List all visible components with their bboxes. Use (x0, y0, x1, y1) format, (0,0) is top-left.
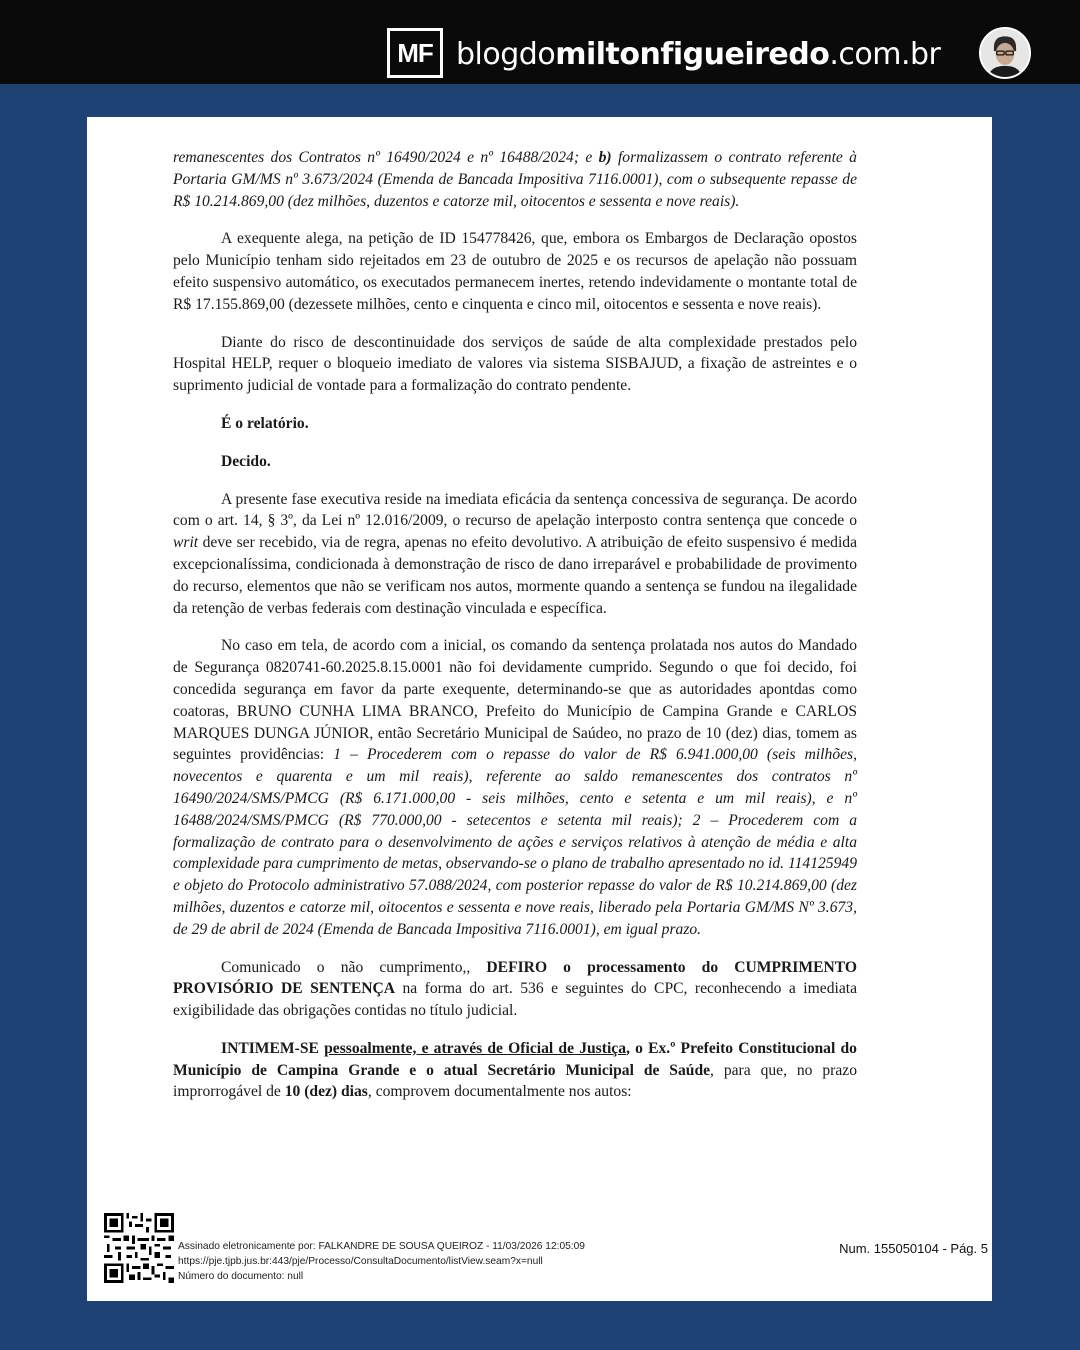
p1-text-c: formalizassem o contrato referente à Portaria GM/MS nº 3.673/2024 (Emenda de Bancada Impositiva 7116.0001), com o subsequente repasse de R$ 10.214.869,00 (dez milhões, duzentos e catorze mil, oitocentos e sessenta e nove reais). (173, 149, 857, 210)
p1-item-b: b) (598, 149, 612, 166)
author-photo-icon (981, 29, 1029, 77)
p7-text-f: , comprovem documentalmente nos autos: (367, 1083, 632, 1101)
paragraph-2: A exequente alega, na petição de ID 154778426, que, embora os Embargos de Declaração opostos pelo Município tenham sido rejeitados em 23 de outubro de 2025 e os recursos de apelação não possuam efeito suspensivo automático, os executados permanecem inertes, retendo indevidamente o montante total de R$ 17.155.869,00 (dezessete milhões, cento e cinquenta e cinco mil, oitocentos e sessenta e nove reais). (173, 230, 857, 313)
p6-text-c: na forma do art. 536 e seguintes do CPC, reconhecendo a imediata exigibilidade das obrigações contidas no título judicial. (173, 980, 857, 1020)
p5-text-b: 1 – Procederem com o repasse do valor de R$ 6.941.000,00 (seis milhões, novecentos e quarenta e um mil reais), referente ao saldo remanescentes dos contratos nº 16490/2024/SMS/PMCG (R$ 6.171.000,00 - seis milhões, cento e setenta e um mil reais), e nº 16488/2024/SMS/PMCG (R$ 770.000,00 - setecentos e setenta mil reais); 2 – Procederem com a formalização de contrato para o desenvolvimento de ações e serviços relativos à atenção de média e alta complexidade para cumprimento de metas, observando-se o plano de trabalho apresentado no id. 114125949 e objeto do Protocolo administrativo 57.088/2024, com posterior repasse do valor de R$ 10.214.869,00 (dez milhões, duzentos e catorze mil, oitocentos e sessenta e nove reais, liberado pela Portaria GM/MS Nº 3.673, de 29 de abril de 2024 (Emenda de Bancada Impositiva 7116.0001), em igual prazo. (173, 746, 857, 938)
site-name[interactable] (456, 30, 940, 80)
document-page (87, 117, 992, 1301)
heading-decido: Decido. (221, 452, 271, 470)
document-body (173, 147, 857, 1119)
paragraph-7 (173, 1038, 857, 1103)
p7-text-a: INTIMEM-SE (221, 1039, 325, 1057)
p4-writ: writ (173, 534, 199, 552)
signature-block (178, 1239, 585, 1284)
p4-text-b: deve ser recebido, via de regra, apenas no efeito devolutivo. A atribuição de efeito suspensivo é medida excepcionalíssima, condicionada à demonstração de risco de dano irreparável e probabilidade de provimento do recurso, elementos que não se verificam nos autos, mormente quando a sentença se fundou na ilegalidade da retenção de verbas federais com destinação vinculada e específica. (173, 534, 857, 617)
paragraph-3: Diante do risco de descontinuidade dos serviços de saúde de alta complexidade prestados pelo Hospital HELP, requer o bloqueio imediato de valores via sistema SISBAJUD, a fixação de astreintes e o suprimento judicial de vontade para a formalização do contrato pendente. (173, 333, 857, 395)
paragraph-1 (173, 147, 857, 212)
site-logo[interactable] (387, 28, 443, 78)
signed-by: Assinado eletronicamente por: FALKANDRE DE SOUSA QUEIROZ - 11/03/2026 12:05:09 (178, 1241, 585, 1252)
qr-code-icon[interactable] (104, 1213, 174, 1283)
p5-text-a: No caso em tela, de acordo com a inicial, os comando da sentença prolatada nos autos do Mandado de Segurança 0820741-60.2025.8.15.0001 não foi devidamente cumprido. Segundo o que foi decido, foi concedida segurança em favor da parte exequente, determinando-se que as autoridades apontdas como coatoras, BRUNO CUNHA LIMA BRANCO, Prefeito do Município de Campina Grande e CARLOS MARQUES DUNGA JÚNIOR, então Secretário Municipal de Saúdeo, no prazo de 10 (dez) dias, tomem as seguintes providências: (173, 637, 857, 764)
p4-text-a: A presente fase executiva reside na imediata eficácia da sentença concessiva de segurança. De acordo com o art. 14, § 3º, da Lei nº 12.016/2009, o recurso de apelação interposto contra sentença que concede o (173, 490, 857, 530)
site-name-prefix: blogdo (456, 37, 556, 72)
p7-text-e: 10 (dez) dias (284, 1083, 368, 1101)
author-avatar (979, 27, 1031, 79)
p6-text-b: DEFIRO o processamento do CUMPRIMENTO PROVISÓRIO DE SENTENÇA (173, 958, 857, 998)
logo-text: MF (397, 38, 433, 68)
paragraph-4 (173, 489, 857, 620)
document-number: Número do documento: null (178, 1271, 304, 1282)
site-name-bold: miltonfigueiredo (555, 37, 830, 72)
p6-text-a: Comunicado o não cumprimento,, (221, 958, 487, 976)
heading-relatorio: É o relatório. (221, 414, 309, 432)
paragraph-6 (173, 957, 857, 1022)
p7-text-b: pessoalmente, e através de Oficial de Justiça (324, 1039, 626, 1057)
page-reference: Num. 155050104 - Pág. 5 (839, 1241, 988, 1256)
site-header (0, 0, 1080, 84)
site-name-suffix: .com.br (829, 37, 941, 72)
p7-text-d: , para que, no prazo improrrogável de (173, 1061, 857, 1101)
p1-text-a: remanescentes dos Contratos nº 16490/2024 e nº 16488/2024; e (173, 149, 599, 166)
document-url[interactable]: https://pje.tjpb.jus.br:443/pje/Processo/ConsultaDocumento/listView.seam?x=null (178, 1256, 543, 1267)
paragraph-5 (173, 635, 857, 940)
document-footer (104, 1213, 988, 1285)
p7-text-c: , o Ex.º Prefeito Constitucional do Município de Campina Grande e o atual Secretário Municipal de Saúde (173, 1039, 857, 1079)
